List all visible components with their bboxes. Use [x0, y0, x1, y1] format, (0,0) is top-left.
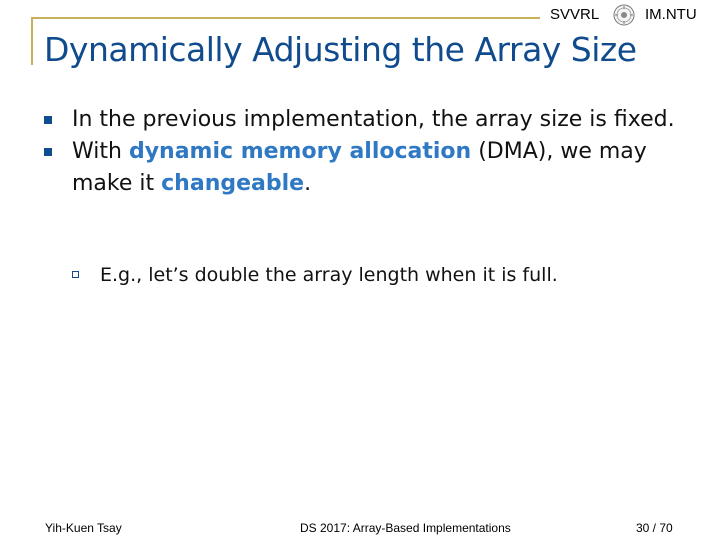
bullet-item-1	[44, 104, 704, 136]
square-bullet-icon	[44, 116, 52, 124]
bullet-text-1: In the previous implementation, the array size is fixed.	[72, 107, 675, 132]
slide-title: Dynamically Adjusting the Array Size	[44, 30, 637, 69]
footer-course: DS 2017: Array-Based Implementations	[300, 521, 511, 535]
footer-page-number: 30 / 70	[636, 521, 673, 535]
hollow-square-bullet-icon	[72, 271, 79, 278]
bullet-text-2-part-3: (DMA), we may make it	[72, 139, 647, 196]
bullet-list	[44, 104, 704, 200]
square-bullet-icon	[44, 148, 52, 156]
bullet-item-2	[44, 136, 704, 200]
bullet-text-2-part-5: .	[304, 171, 312, 196]
header-rule-vertical	[31, 17, 33, 65]
footer-author: Yih-Kuen Tsay	[45, 521, 122, 535]
header-rule	[31, 17, 540, 19]
sub-bullet-text: E.g., let’s double the array length when it is full.	[100, 264, 558, 286]
university-seal-icon	[613, 4, 635, 26]
highlight-dynamic-memory-allocation: dynamic memory allocation	[128, 139, 472, 164]
lab-name-label: SVVRL	[550, 6, 600, 23]
highlight-changeable: changeable	[161, 171, 305, 196]
department-label: IM.NTU	[645, 6, 697, 23]
bullet-text-2-part-1: With	[72, 139, 129, 164]
